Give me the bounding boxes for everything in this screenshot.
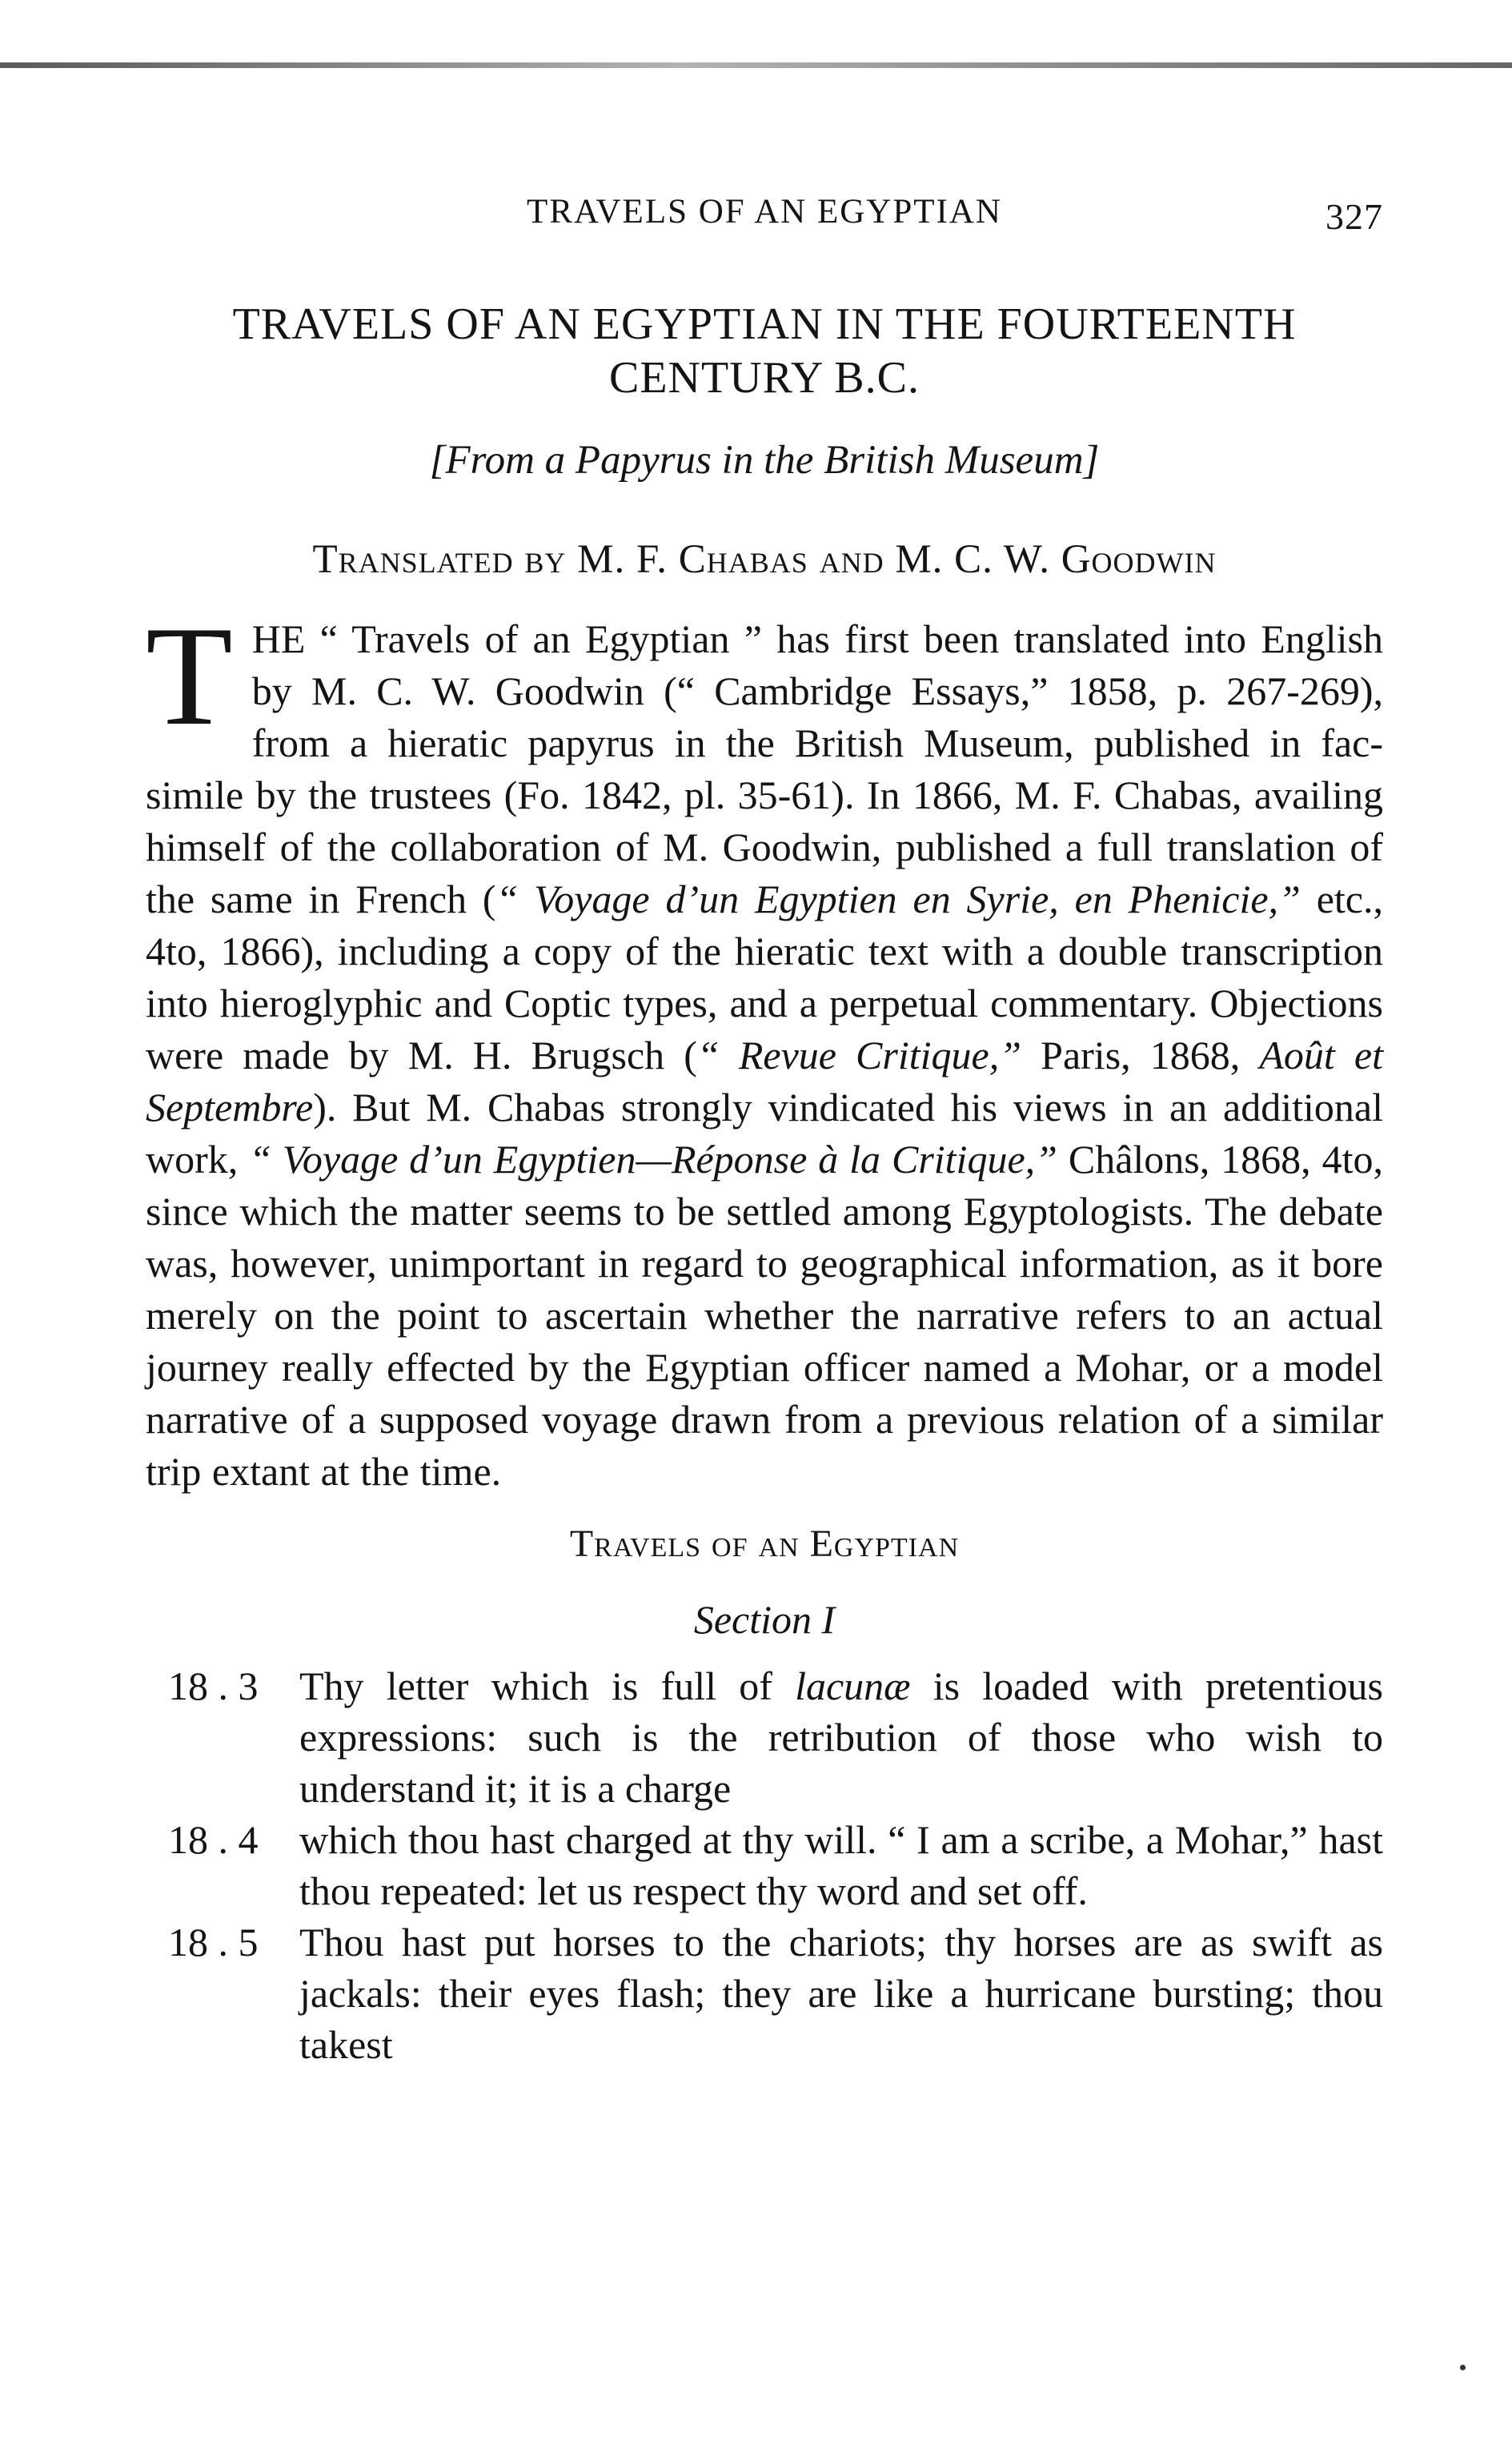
verse-text-part: which thou hast charged at thy will. “ I am a scribe, a Mohar,” hast thou repeated: let us respect thy word and set off. [299,1817,1383,1913]
intro-citation-voyage: “ Voyage d’un Egyptien en Syrie, en Phenicie,” [495,877,1301,921]
verse-italic-word: lacunæ [795,1663,911,1708]
drop-cap: T [146,596,233,755]
verse-number: 18 . 4 [168,1817,259,1862]
intro-text-2: etc., 4to, 1866), including a copy of the hieratic text with a double transcription into hieroglyphic and Coptic types, and a perpetual commentary. Objections were made by M. H. Brugsch ( [146,877,1383,1078]
verse-item [146,1814,1383,1916]
intro-citation-revue: “ Revue Critique,” [696,1033,1022,1078]
chapter-title [146,298,1383,405]
chapter-title-line-1: TRAVELS OF AN EGYPTIAN IN THE FOURTEENTH [232,299,1297,349]
intro-paragraph [146,596,1383,1498]
scan-edge-rule [0,62,1512,68]
translators-line: Translated by M. F. Chabas and M. C. W. Goodwin [312,537,1217,582]
verse-text [299,1814,1383,1916]
verse-text [299,1660,1383,1814]
verse-text [299,1916,1383,2070]
verse-text-part: Thou hast put horses to the chariots; thy horses are as swift as jackals: their eyes flash; they are like a hurricane bursting; thou takest [299,1920,1383,2067]
intro-text-4: ). But M. Chabas strongly vindicated his views in an additional work, [146,1085,1383,1182]
intro-citation-reponse: “ Voyage d’un Egyptien—Réponse à la Critique,” [249,1137,1057,1182]
chapter-title-line-2: CENTURY B.C. [609,353,920,403]
running-head-title: TRAVELS OF AN EGYPTIAN [527,193,1002,231]
intro-citation-date: Août et Septembre [146,1033,1383,1130]
page-number: 327 [1326,196,1383,237]
intro-text-1: HE “ Travels of an Egyptian ” has first been translated into English by M. C. W. Goodwin (“ Cambridge Essays,” 1858, p. 267-269), from a hieratic papyrus in the British Museum, published in fac-simile by the trustees (Fo. 1842, pl. 35-61). In 1866, M. F. Chabas, availing himself of the collaboration of M. Goodwin, published a full translation of the same in French ( [146,616,1383,921]
verse-text-part: Thy letter which is full of [299,1663,796,1708]
section-label: Section I [693,1597,836,1642]
intro-text-3: Paris, 1868, [1021,1033,1260,1078]
verse-number: 18 . 5 [168,1920,259,1964]
verse-text-part: is loaded with pretentious expressions: such is the retribution of those who wish to understand it; it is a charge [299,1663,1383,1811]
verse-number: 18 . 3 [168,1663,259,1708]
verse-item [146,1660,1383,1814]
verse-item [146,1916,1383,2070]
intro-text-5: Châlons, 1868, 4to, since which the matter seems to be settled among Egyptologists. The debate was, however, unimportant in regard to geographical information, as it bore merely on the point to ascertain whether the narrative refers to an actual journey really effected by the Egyptian officer named a Mohar, or a model narrative of a supposed voyage drawn from a previous relation of a similar trip extant at the time. [146,1137,1383,1494]
section-heading: Travels of an Egyptian [569,1523,960,1565]
source-note: [From a Papyrus in the British Museum] [429,438,1100,483]
margin-speck [1460,2365,1466,2370]
book-page [146,181,1383,2070]
verse-list [146,1660,1383,2070]
running-head [146,181,1383,237]
